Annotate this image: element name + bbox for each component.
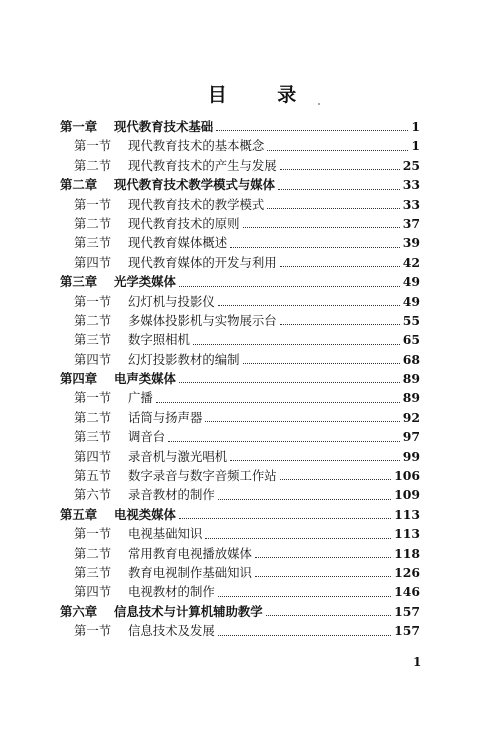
toc-entry-page: 42 [402,254,420,270]
toc-entry-title: 数字照相机 [128,332,190,348]
toc-entry-title: 录音教材的制作 [128,487,215,503]
toc-section-row [60,466,420,485]
toc-section-row [60,311,420,330]
toc-section-row [60,621,420,640]
dot-leader [193,344,400,345]
dot-leader [205,421,399,422]
dot-leader [278,189,400,190]
page-title: 目 录 [207,84,319,106]
toc-chapter-row [60,602,420,621]
toc-entry-number: 第四节 [74,448,112,464]
toc-entry-number: 第四节 [74,254,112,270]
toc-entry-page: 89 [402,371,420,387]
toc-section-row [60,427,420,446]
dot-leader [255,576,391,577]
toc-entry-title: 现代教育技术的基本概念 [128,138,265,154]
toc-entry-number: 第一节 [74,196,112,212]
toc-entry-number: 第一节 [74,623,112,639]
toc-entry-title: 现代教育技术的教学模式 [128,196,265,212]
toc-chapter-row [60,369,420,388]
dot-leader [168,441,400,442]
toc-entry-title: 幻灯投影教材的编制 [128,351,240,367]
toc-entry-title: 数字录音与数字音频工作站 [128,468,277,484]
toc-entry-number: 第二节 [74,409,112,425]
toc-entry-number: 第三章 [60,274,98,290]
toc-entry-number: 第四章 [60,371,98,387]
toc-chapter-row [60,175,420,194]
toc-entry-title: 广播 [128,390,153,406]
toc-section-row [60,544,420,563]
dot-leader [179,286,400,287]
dot-leader [280,479,391,480]
toc-entry-page: 126 [394,564,420,580]
toc-entry-number: 第一章 [60,118,98,134]
dot-leader [218,499,391,500]
dot-leader [267,150,408,151]
dot-leader [218,305,400,306]
toc-entry-title: 幻灯机与投影仪 [128,293,215,309]
toc-entry-title: 光学类媒体 [114,274,176,290]
toc-entry-number: 第六节 [74,487,112,503]
toc-entry-number: 第一节 [74,138,112,154]
toc-section-row [60,524,420,543]
dot-leader [255,557,391,558]
page-number: 1 [413,655,422,669]
toc-entry-page: 55 [402,312,420,328]
dot-leader [205,538,391,539]
dot-leader [280,169,400,170]
toc-entry-title: 电视基础知识 [128,526,203,542]
toc-entry-title: 信息技术与计算机辅助教学 [114,603,263,619]
toc-entry-page: 157 [394,623,420,639]
toc-entry-page: 49 [402,274,420,290]
toc-entry-page: 33 [402,177,420,193]
toc-entry-page: 65 [402,332,420,348]
dot-leader [243,363,400,364]
toc-chapter-row [60,505,420,524]
toc-entry-page: 68 [402,351,420,367]
toc-entry-page: 1 [411,138,420,154]
toc-entry-page: 109 [394,487,420,503]
toc-entry-number: 第二节 [74,157,112,173]
toc-entry-number: 第三节 [74,429,112,445]
toc-section-row [60,582,420,601]
toc-entry-title: 现代教育媒体概述 [128,235,228,251]
toc-entry-number: 第五章 [60,506,98,522]
dot-leader [179,382,400,383]
toc-entry-number: 第二章 [60,177,98,193]
toc-entry-title: 现代教育技术教学模式与媒体 [114,177,276,193]
toc-entry-title: 教育电视制作基础知识 [128,564,252,580]
toc-entry-title: 电声类媒体 [114,371,176,387]
dot-leader [218,635,391,636]
toc-entry-page: 97 [402,429,420,445]
toc-entry-title: 现代教育技术的原则 [128,215,240,231]
toc-entry-page: 49 [402,293,420,309]
toc-entry-page: 113 [394,526,420,542]
table-of-contents [60,117,420,641]
toc-section-row [60,330,420,349]
toc-entry-page: 89 [402,390,420,406]
dot-leader [243,227,400,228]
dot-leader [218,596,391,597]
dot-leader [179,518,391,519]
toc-entry-number: 第三节 [74,235,112,251]
dot-leader [266,615,391,616]
toc-entry-number: 第五节 [74,468,112,484]
toc-entry-number: 第二节 [74,312,112,328]
toc-section-row [60,233,420,252]
dot-leader [267,208,399,209]
toc-entry-number: 第四节 [74,584,112,600]
toc-section-row [60,253,420,272]
toc-section-row [60,447,420,466]
toc-section-row [60,156,420,175]
toc-section-row [60,563,420,582]
toc-section-row [60,292,420,311]
toc-section-row [60,485,420,504]
toc-entry-page: 99 [402,448,420,464]
toc-entry-page: 157 [394,603,420,619]
dot-leader [230,460,400,461]
toc-section-row [60,388,420,407]
toc-entry-page: 1 [411,118,420,134]
toc-entry-number: 第三节 [74,564,112,580]
toc-entry-page: 113 [394,506,420,522]
toc-section-row [60,214,420,233]
toc-chapter-row [60,117,420,136]
toc-entry-number: 第四节 [74,351,112,367]
toc-entry-number: 第二节 [74,215,112,231]
toc-entry-page: 92 [402,409,420,425]
toc-entry-title: 现代教育技术基础 [114,118,214,134]
toc-entry-title: 多媒体投影机与实物展示台 [128,312,277,328]
toc-entry-title: 常用教育电视播放媒体 [128,545,252,561]
toc-entry-page: 106 [394,468,420,484]
dot-leader [216,130,408,131]
dot-leader [156,402,400,403]
toc-entry-title: 录音机与激光唱机 [128,448,228,464]
toc-entry-title: 调音台 [128,429,166,445]
toc-entry-page: 25 [402,157,420,173]
scan-speck [318,103,320,105]
dot-leader [280,324,400,325]
toc-entry-title: 现代教育媒体的开发与利用 [128,254,277,270]
toc-section-row [60,408,420,427]
toc-entry-number: 第三节 [74,332,112,348]
toc-entry-number: 第二节 [74,545,112,561]
toc-entry-page: 118 [394,545,420,561]
toc-entry-number: 第一节 [74,390,112,406]
toc-entry-title: 话筒与扬声器 [128,409,203,425]
toc-entry-title: 电视类媒体 [114,506,176,522]
toc-entry-title: 电视教材的制作 [128,584,215,600]
dot-leader [230,247,400,248]
toc-entry-number: 第一节 [74,526,112,542]
toc-chapter-row [60,272,420,291]
toc-entry-number: 第一节 [74,293,112,309]
toc-section-row [60,350,420,369]
toc-entry-page: 146 [394,584,420,600]
toc-entry-page: 37 [402,215,420,231]
toc-entry-title: 现代教育技术的产生与发展 [128,157,277,173]
toc-entry-title: 信息技术及发展 [128,623,215,639]
dot-leader [280,266,400,267]
toc-section-row [60,136,420,155]
toc-entry-number: 第六章 [60,603,98,619]
toc-entry-page: 33 [402,196,420,212]
toc-entry-page: 39 [402,235,420,251]
toc-section-row [60,195,420,214]
